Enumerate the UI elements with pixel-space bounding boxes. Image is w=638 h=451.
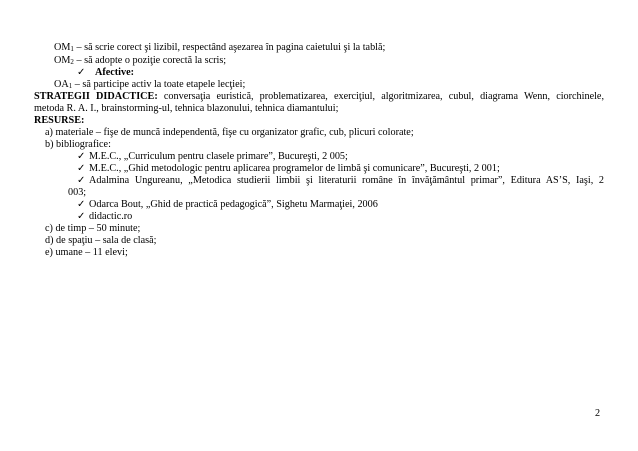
bibliography-item — [77, 211, 132, 223]
page-number: 2 — [595, 408, 601, 419]
objective-text: – să adopte o poziţie corectă la scris; — [73, 55, 227, 66]
affective-label: Afective: — [95, 67, 135, 78]
resource-b: b) bibliografice: — [45, 139, 111, 150]
bibliography-text: didactic.ro — [89, 211, 133, 222]
checkmark-icon: ✓ — [77, 151, 86, 162]
checkmark-icon: ✓ — [77, 175, 86, 186]
objective-sub: 2 — [70, 58, 74, 66]
checkmark-icon: ✓ — [77, 163, 86, 174]
objective-code: OM — [54, 42, 71, 53]
objective-code: OA — [54, 79, 69, 90]
checkmark-icon: ✓ — [77, 211, 86, 222]
bibliography-text: Odarca Bout, „Ghid de practică pedagogică”, Sighetu Marmaţiei, 2006 — [89, 199, 378, 210]
bibliography-item — [77, 151, 348, 163]
bibliography-text: M.E.C., „Curriculum pentru clasele primare”, Bucureşti, 2 005; — [89, 151, 348, 162]
resource-e: e) umane – 11 elevi; — [45, 247, 128, 258]
objective-om1 — [54, 42, 385, 54]
bibliography-text: Adalmina Ungureanu, „Metodica studierii limbii şi literaturii române în învăţământul primar”, Editura AS’S, Iaşi, 2 — [89, 175, 604, 186]
resource-c: c) de timp – 50 minute; — [45, 223, 141, 234]
strategies-text: conversaţia euristică, problematizarea, exerciţiul, algoritmizarea, cubul, diagrama Wenn, ciorchinele, — [157, 91, 604, 102]
bibliography-item — [77, 163, 500, 175]
strategies-line-2: metoda R. A. I., brainstorming-ul, tehnica blazonului, tehnica diamantului; — [34, 103, 339, 114]
bibliography-text: M.E.C., „Ghid metodologic pentru aplicarea programelor de limbă şi comunicare”, Bucureşti, 2 001; — [89, 163, 500, 174]
objective-om2 — [54, 55, 226, 67]
objective-text: – să participe activ la toate etapele lecţiei; — [72, 79, 246, 90]
bibliography-item — [77, 199, 378, 211]
strategies-heading: STRATEGII DIDACTICE: — [34, 91, 158, 102]
objective-oa1 — [54, 79, 245, 91]
objective-sub: 1 — [70, 45, 74, 53]
affective-heading — [77, 67, 134, 79]
bibliography-continuation: 003; — [68, 187, 87, 198]
strategies-line-1 — [34, 91, 604, 103]
objective-sub: 1 — [68, 82, 73, 90]
resources-heading: RESURSE: — [34, 115, 85, 126]
objective-text: – să scrie corect şi lizibil, respectând aşezarea în pagina caietului şi la tablă; — [73, 42, 386, 53]
checkmark-icon: ✓ — [77, 67, 86, 78]
checkmark-icon: ✓ — [77, 199, 86, 210]
objective-code: OM — [54, 55, 71, 66]
bibliography-item — [77, 175, 604, 187]
resource-d: d) de spaţiu – sala de clasă; — [45, 235, 157, 246]
resource-a: a) materiale – fişe de muncă independentă, fişe cu organizator grafic, cub, plicuri colorate; — [45, 127, 414, 138]
